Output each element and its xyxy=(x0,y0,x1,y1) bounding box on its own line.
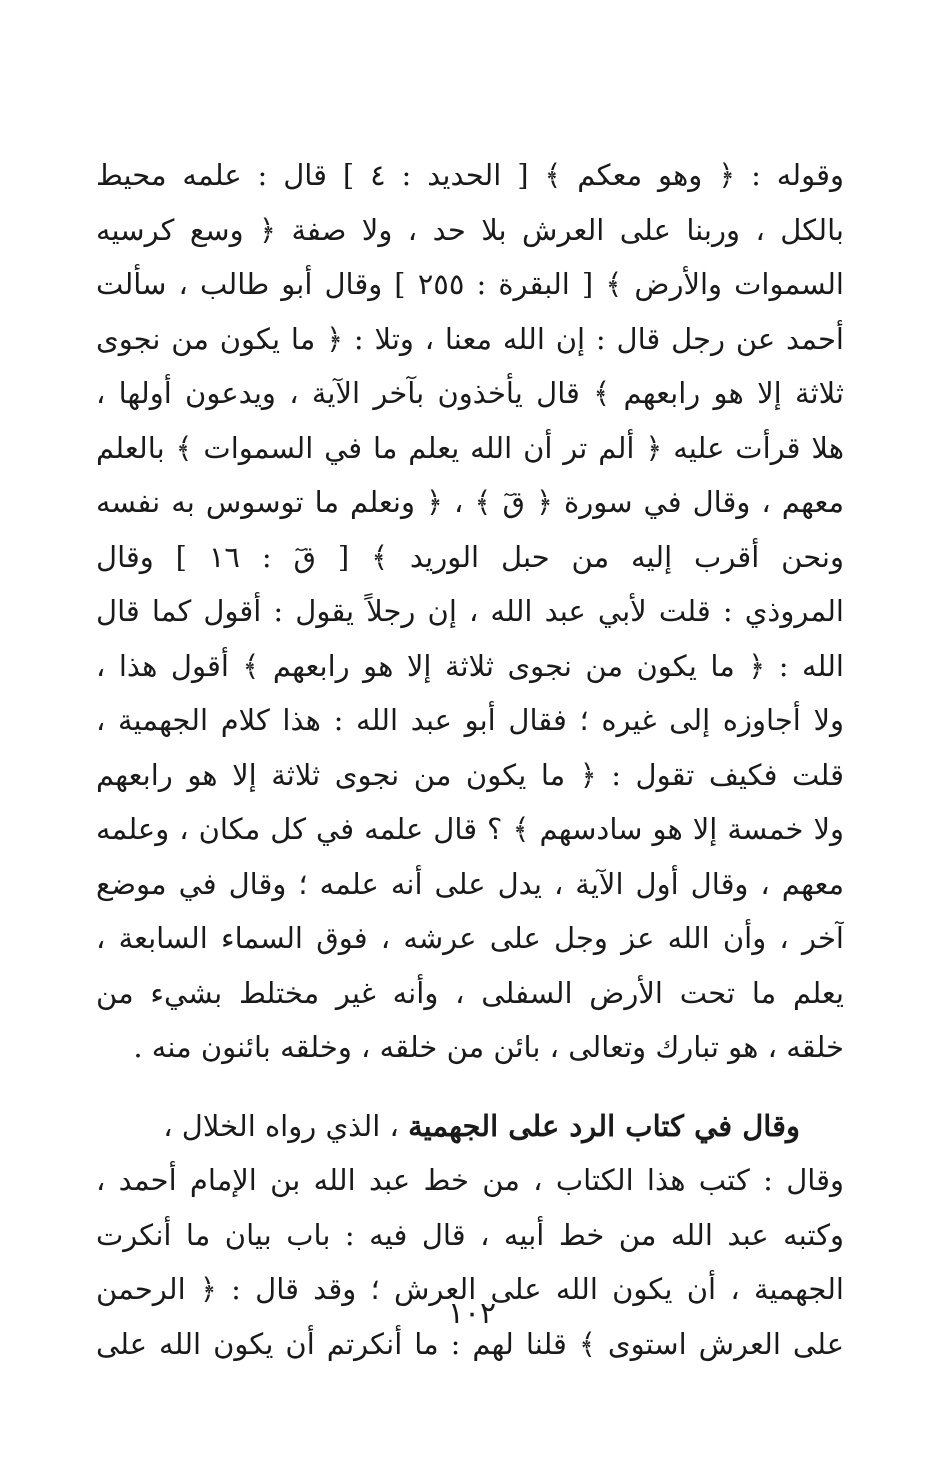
text-line: المروذي : قلت لأبي عبد الله ، إن رجلاً يقول : أقول كما قال xyxy=(96,594,844,628)
page-body xyxy=(96,148,844,1371)
text-line: الجهمية ، أن يكون الله على العرش ؛ وقد قال : ﴿ الرحمن xyxy=(96,1272,844,1306)
heading-continuation: ، الذي رواه الخلال ، xyxy=(163,1108,409,1143)
text-line: السموات والأرض ﴾ [ البقرة : ٢٥٥ ] وقال أبو طالب ، سألت xyxy=(96,267,844,301)
text-line: معهم ، وقال في سورة ﴿ قٓ ﴾ ، ﴿ ونعلم ما توسوس به نفسه xyxy=(96,485,844,519)
text-line: هلا قرأت عليه ﴿ ألم تر أن الله يعلم ما في السموات ﴾ بالعلم xyxy=(96,430,844,465)
text-line: خلقه ، هو تبارك وتعالى ، بائن من خلقه ، وخلقه بائنون منه . xyxy=(133,1030,844,1064)
page-number: ١٠٢ xyxy=(447,1296,497,1331)
text-line: وكتبه عبد الله من خط أبيه ، قال فيه : باب بيان ما أنكرت xyxy=(96,1217,844,1252)
text-line: بالكل ، وربنا على العرش بلا حد ، ولا صفة ﴿ وسع كرسيه xyxy=(96,212,844,247)
text-line: الله : ﴿ ما يكون من نجوى ثلاثة إلا هو رابعهم ﴾ أقول هذا ، xyxy=(96,648,844,683)
text-line: على العرش استوى ﴾ قلنا لهم : ما أنكرتم أن يكون الله على xyxy=(96,1326,844,1361)
text-line: قلت فكيف تقول : ﴿ ما يكون من نجوى ثلاثة إلا هو رابعهم xyxy=(96,757,844,792)
text-line: أحمد عن رجل قال : إن الله معنا ، وتلا : ﴿ ما يكون من نجوى xyxy=(96,321,844,356)
section-heading: وقال في كتاب الرد على الجهمية xyxy=(408,1108,800,1143)
text-line: وقال : كتب هذا الكتاب ، من خط عبد الله بن الإمام أحمد ، xyxy=(96,1163,844,1197)
text-line: معهم ، وقال أول الآية ، يدل على أنه علمه ؛ وقال في موضع xyxy=(96,866,844,901)
paragraph-1 xyxy=(96,148,844,1075)
text-line xyxy=(96,1099,844,1154)
text-line: ثلاثة إلا هو رابعهم ﴾ قال يأخذون بآخر الآية ، ويدعون أولها ، xyxy=(96,376,844,410)
text-line: ولا أجاوزه إلى غيره ؛ فقال أبو عبد الله : هذا كلام الجهمية ، xyxy=(96,703,844,737)
text-line: ونحن أقرب إليه من حبل الوريد ﴾ [ قٓ : ١٦ ] وقال xyxy=(96,539,844,574)
text-line: ولا خمسة إلا هو سادسهم ﴾ ؟ قال علمه في كل مكان ، وعلمه xyxy=(96,812,844,846)
text-line: وقوله : ﴿ وهو معكم ﴾ [ الحديد : ٤ ] قال : علمه محيط xyxy=(96,158,844,192)
text-line: آخر ، وأن الله عز وجل على عرشه ، فوق السماء السابعة ، xyxy=(96,921,844,955)
text-line: يعلم ما تحت الأرض السفلى ، وأنه غير مختلط بشيء من xyxy=(96,975,844,1010)
